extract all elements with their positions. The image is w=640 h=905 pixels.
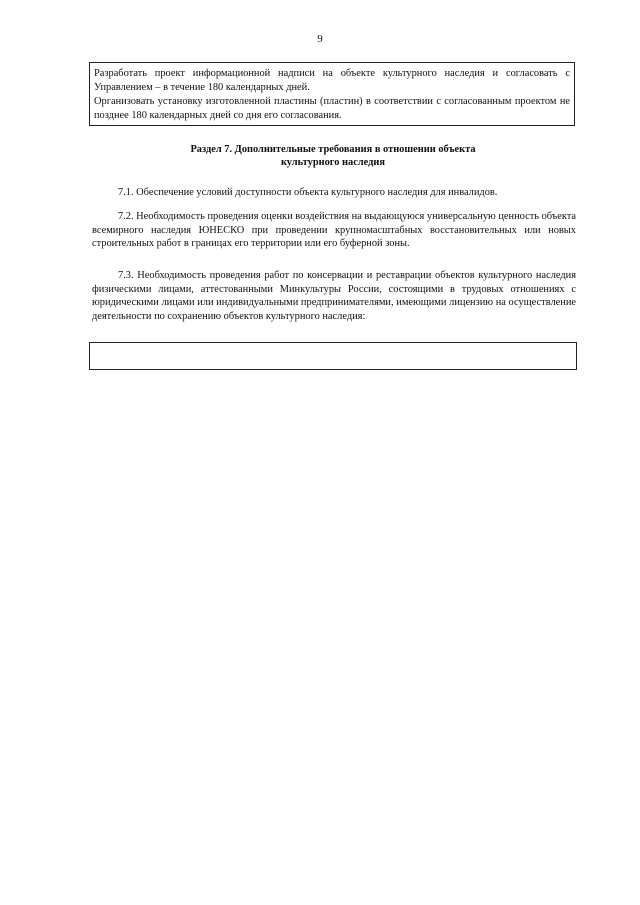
- empty-table-box: [89, 342, 577, 370]
- paragraph-7-3: 7.3. Необходимость проведения работ по консервации и реставрации объектов культурного наследия физическими лицами, аттестованными Минкультуры России, состоящими в трудовых отношениях с юридическими лицами или индивидуальными предпринимателями, имеющими лицензию на осуществление деятельности по сохранению объектов культурного наследия:: [92, 270, 576, 322]
- page-number: 9: [317, 33, 323, 45]
- section-title-line2: культурного наследия: [280, 157, 386, 168]
- requirements-box: [89, 62, 575, 126]
- section-title: [120, 143, 546, 169]
- requirement-text-installation: Организовать установку изготовленной пластины (пластин) в соответствии с согласованным проектом не позднее 180 календарных дней со дня его согласования.: [94, 96, 570, 121]
- paragraph-7-2: 7.2. Необходимость проведения оценки воздействия на выдающуюся универсальную ценность объекта всемирного наследия ЮНЕСКО при проведении крупномасштабных восстановительных или новых строительных работ в границах его территории или его буферной зоны.: [92, 211, 577, 249]
- requirement-text-design: Разработать проект информационной надписи на объекте культурного наследия и согласовать с Управлением – в течение 180 календарных дней.: [94, 68, 570, 93]
- section-title-line1: Раздел 7. Дополнительные требования в отношении объекта: [190, 144, 476, 155]
- paragraph-7-1: 7.1. Обеспечение условий доступности объекта культурного наследия для инвалидов.: [118, 187, 498, 198]
